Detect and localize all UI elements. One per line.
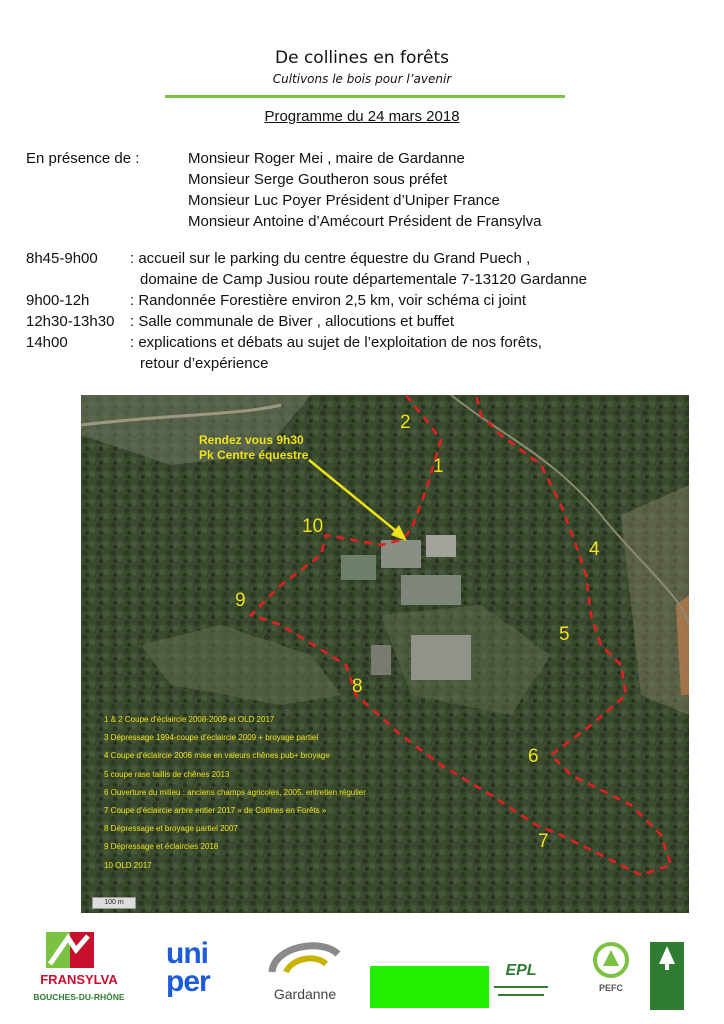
legend-item: 1 & 2 Coupe d’éclaircie 2008-2009 et OLD 2017 bbox=[104, 715, 275, 724]
point-label: 9 bbox=[235, 590, 246, 611]
schedule-time: 9h00-12h bbox=[26, 292, 90, 309]
schedule-time: 12h30-13h30 bbox=[26, 313, 115, 330]
legend-item: 5 coupe rase taillis de chênes 2013 bbox=[104, 769, 230, 779]
gardanne-mark-icon bbox=[262, 936, 348, 986]
rendezvous-label: Rendez vous 9h30 bbox=[199, 433, 304, 447]
point-label: 1 bbox=[433, 456, 444, 477]
schedule-text: domaine de Camp Jusiou route départementale 7-13120 Gardanne bbox=[140, 271, 587, 288]
legend-item: 6 Ouverture du milieu : anciens champs agricoles, 2005. entretien régulier bbox=[104, 787, 366, 797]
schedule-text: retour d’expérience bbox=[140, 355, 269, 372]
tree-icon bbox=[650, 942, 684, 972]
schedule-text: : explications et débats au sujet de l’exploitation de nos forêts, bbox=[130, 334, 542, 351]
schedule-text: : Salle communale de Biver , allocutions et buffet bbox=[130, 313, 455, 330]
legend-item: 4 Coupe d’éclaircie 2006 mise en valeurs chênes pub+ broyage bbox=[104, 751, 330, 761]
presence-person: Monsieur Antoine d’Amécourt Président de Fransylva bbox=[188, 213, 542, 230]
epl-logo: EPL bbox=[490, 962, 552, 1008]
map-scale: 100 m bbox=[92, 897, 136, 909]
programme-heading: Programme du 24 mars 2018 bbox=[264, 108, 460, 125]
presence-person: Monsieur Roger Mei , maire de Gardanne bbox=[188, 150, 465, 167]
point-label: 4 bbox=[589, 539, 600, 560]
page-title: De collines en forêts bbox=[275, 48, 449, 68]
point-label: 5 bbox=[559, 624, 570, 645]
pefc-tree-icon bbox=[588, 942, 634, 978]
point-label: 8 bbox=[352, 676, 363, 697]
presence-person: Monsieur Luc Poyer Président d’Uniper France bbox=[188, 192, 500, 209]
legend-item: 7 Coupe d’éclaircie arbre entier 2017 « de Collines en Forêts » bbox=[104, 806, 327, 816]
presence-label: En présence de : bbox=[26, 150, 140, 167]
legend-item: 10 OLD 2017 bbox=[104, 860, 152, 870]
legend-item: 9 Dépressage et éclaircies 2018 bbox=[104, 842, 219, 852]
gardanne-logo: Gardanne bbox=[262, 936, 348, 1012]
point-label: 7 bbox=[538, 831, 549, 852]
green-logo-block bbox=[370, 966, 489, 1008]
point-label: 10 bbox=[302, 516, 324, 537]
fransylva-logo: FRANSYLVA BOUCHES-DU-RHÔNE bbox=[24, 930, 134, 1012]
schedule-text: : accueil sur le parking du centre équestre du Grand Puech , bbox=[130, 250, 531, 267]
uniper-logo: uni per bbox=[166, 937, 210, 998]
legend-item: 8 Dépressage et broyage partiel 2007 bbox=[104, 824, 238, 834]
point-label: 6 bbox=[528, 746, 539, 767]
page-subtitle: Cultivons le bois pour l’avenir bbox=[272, 72, 452, 86]
map-legend bbox=[104, 711, 366, 875]
legend-item: 3 Dépressage 1994-coupe d’éclaircie 2009 + broyage partiel bbox=[104, 733, 319, 743]
schedule-text: : Randonnée Forestière environ 2,5 km, voir schéma ci joint bbox=[130, 292, 527, 309]
point-label: 2 bbox=[400, 412, 411, 433]
pefc-logo: PEFC bbox=[588, 942, 634, 1002]
region-forest-logo bbox=[650, 942, 684, 1010]
schedule-time: 14h00 bbox=[26, 334, 68, 351]
presence-person: Monsieur Serge Goutheron sous préfet bbox=[188, 171, 448, 188]
schedule-time: 8h45-9h00 bbox=[26, 250, 98, 267]
rendezvous-label: Pk Centre équestre bbox=[199, 448, 309, 462]
title-divider bbox=[165, 95, 565, 98]
